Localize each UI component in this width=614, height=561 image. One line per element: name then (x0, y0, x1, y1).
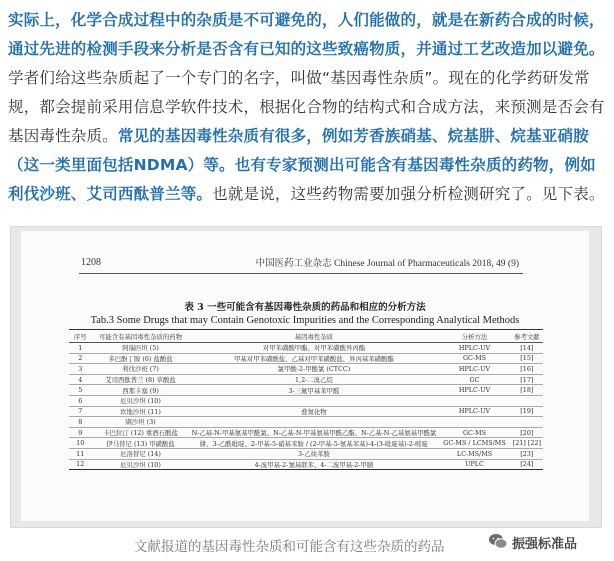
cell-impurity: 3-乙炔苯胺 (190, 448, 439, 459)
cell-no: 1 (69, 343, 91, 354)
table-row (69, 417, 543, 428)
cell-impurity: 对甲苯磺酸甲酯、对甲苯磺酸异丙酯 (190, 343, 439, 354)
cell-no: 5 (69, 385, 91, 396)
cell-drug: 伊马替尼 (13) 甲磺酸盐 (91, 438, 189, 449)
cell-method (438, 417, 510, 428)
cell-no: 2 (69, 353, 91, 364)
col-header-ref: 参考文献 (511, 330, 543, 343)
cell-no: 7 (69, 406, 91, 417)
cell-drug: 西那卡塞 (9) (91, 385, 189, 396)
cell-no: 4 (69, 374, 91, 385)
paragraph-1-highlight: 实际上，化学合成过程中的杂质是不可避免的，人们能做的，就是在新药合成的时候，通过先进的检测手段来分析是否含有已知的这些致癌物质，并通过工艺改造加以避免。 (8, 11, 605, 58)
cell-impurity: 1,2-二溴乙烷 (190, 374, 439, 385)
cell-no: 9 (69, 427, 91, 438)
table-row (69, 395, 543, 406)
cell-ref: [14] (511, 343, 543, 354)
cell-method: HPLC-UV (438, 343, 510, 354)
table-row (69, 343, 543, 354)
cell-no: 3 (69, 364, 91, 375)
cell-impurity (190, 395, 439, 406)
cell-ref (511, 417, 543, 428)
cell-drug: 坎地沙坦 (11) (91, 406, 189, 417)
cell-method: HPLC-UV (438, 364, 510, 375)
cell-impurity: 叠氮化物 (190, 406, 439, 417)
cell-no: 11 (69, 448, 91, 459)
table-title-cn: 表 3 一些可能含有基因毒性杂质的药品和相应的分析方法 (184, 302, 426, 313)
cell-ref: [19] (511, 406, 543, 417)
table-row (69, 374, 543, 385)
table-row (69, 427, 543, 438)
cell-impurity: 4-溴甲基-2-氰基联苯、4-二溴甲基-2-甲腈 (190, 459, 439, 470)
cell-ref: [16] (511, 364, 543, 375)
table-row (69, 438, 543, 449)
cell-method: HPLC-UV (438, 406, 510, 417)
cell-ref: [23] (511, 448, 543, 459)
cell-no: 10 (69, 438, 91, 449)
cell-drug: 艾司西酞普兰 (8) 草酸盐 (91, 374, 189, 385)
cell-method: GC-MS / LCMS/MS (438, 438, 510, 449)
cell-drug: 缬沙坦 (3) (91, 417, 189, 428)
paragraph-1-text: 学者们给这些杂质起了一个专门的名字，叫做“基因毒性杂质”。现在的化学药研发常规，都会提前采用信息学软件技术，根据化合物的结构式和合成方法，来预测是否会有基因毒性杂质。 (8, 69, 605, 145)
cell-ref: [17] (511, 374, 543, 385)
cell-impurity (190, 417, 439, 428)
journal-name: 中国医药工业杂志 Chinese Journal of Pharmaceuticals 2018, 49 (9) (255, 259, 519, 269)
cell-impurity: 肼、3-乙酰吡啶、2-甲基-5-硝基苯胺 / (2-甲基-5-氨基苯基)-4-(3-吡啶基)-2-嘧啶 (190, 438, 439, 449)
paragraph-2-text: 也就是说，这些药物需要加强分析检测研究了。见下表。 (212, 185, 605, 203)
table-row (69, 406, 543, 417)
cell-no: 6 (69, 395, 91, 406)
cell-method: GC-MS (438, 427, 510, 438)
cell-method: GC (438, 374, 510, 385)
article-text (8, 6, 608, 209)
drug-impurity-table (69, 329, 543, 470)
col-header-drug: 可能含有基因毒性杂质的药物 (91, 330, 189, 343)
cell-impurity: 氯甲酸-2-甲酸氯 (CTCC) (190, 364, 439, 375)
cell-method: UPLC (438, 459, 510, 470)
cell-drug: 厄贝沙坦 (10) (91, 395, 189, 406)
col-header-method: 分析方法 (438, 330, 510, 343)
brand-watermark: 振强标准品 (512, 537, 578, 552)
cell-ref: [21] [22] (512, 439, 541, 448)
table-body (69, 343, 543, 470)
col-header-no: 序号 (69, 330, 91, 343)
cell-method: HPLC-UV (438, 385, 510, 396)
wechat-icon (488, 531, 508, 551)
cell-ref: [24] (511, 459, 543, 470)
cell-no: 8 (69, 417, 91, 428)
cell-drug: 卡巴拉汀 (12) 重酒石酸盐 (91, 427, 189, 438)
cell-ref: [15] (511, 353, 543, 364)
table-header-row (69, 330, 543, 343)
cell-ref (511, 395, 543, 406)
cell-impurity: 3-三氟甲基苯甲醛 (190, 385, 439, 396)
cell-drug: 利伐沙班 (7) (91, 364, 189, 375)
table-title-en: Tab.3 Some Drugs that may Contain Genotoxic Impurities and the Corresponding Analytical Methods (90, 315, 520, 326)
paragraph-2-highlight: 常见的基因毒性杂质有很多，例如芳香族硝基、烷基肼、烷基亚硝胺（这一类里面包括NDMA）等。也有专家预测出可能含有基因毒性杂质的药物，例如利伐沙班、艾司西酞普兰等。 (8, 127, 596, 203)
cell-impurity: 甲基对甲苯磺酸盐、乙基对甲苯磺酸盐、异丙基苯磺酸酯 (190, 353, 439, 364)
cell-impurity: N-乙基-N-甲基氨基甲酰氯、N-乙基-N-甲基氨基甲酰乙酯、N-乙基-N-乙基氨基甲酰氯 (191, 429, 437, 438)
cell-ref: [20] (511, 427, 543, 438)
cell-method: GC-MS (438, 353, 510, 364)
figure-caption: 文献报道的基因毒性杂质和可能含有这些杂质的药品 (134, 539, 445, 555)
journal-page (21, 231, 589, 521)
page-number: 1208 (81, 257, 101, 268)
header-rule (79, 273, 523, 274)
cell-ref: [18] (511, 385, 543, 396)
cell-drug: 多巴酚丁胺 (6) 盐酸盐 (91, 353, 189, 364)
cell-method: LC-MS/MS (438, 448, 510, 459)
table-row (69, 385, 543, 396)
cell-method (438, 395, 510, 406)
cell-drug: 厄洛替尼 (14) (91, 448, 189, 459)
table-row (69, 364, 543, 375)
table-row (69, 448, 543, 459)
cell-drug: 阿瑞匹坦 (5) (91, 343, 189, 354)
cell-no: 12 (69, 459, 91, 470)
table-row (69, 459, 543, 470)
col-header-impurity: 基因毒性杂质 (190, 330, 439, 343)
cell-drug: 厄贝沙坦 (10) (91, 459, 189, 470)
table-row (69, 353, 543, 364)
table-figure-image[interactable] (10, 226, 602, 528)
